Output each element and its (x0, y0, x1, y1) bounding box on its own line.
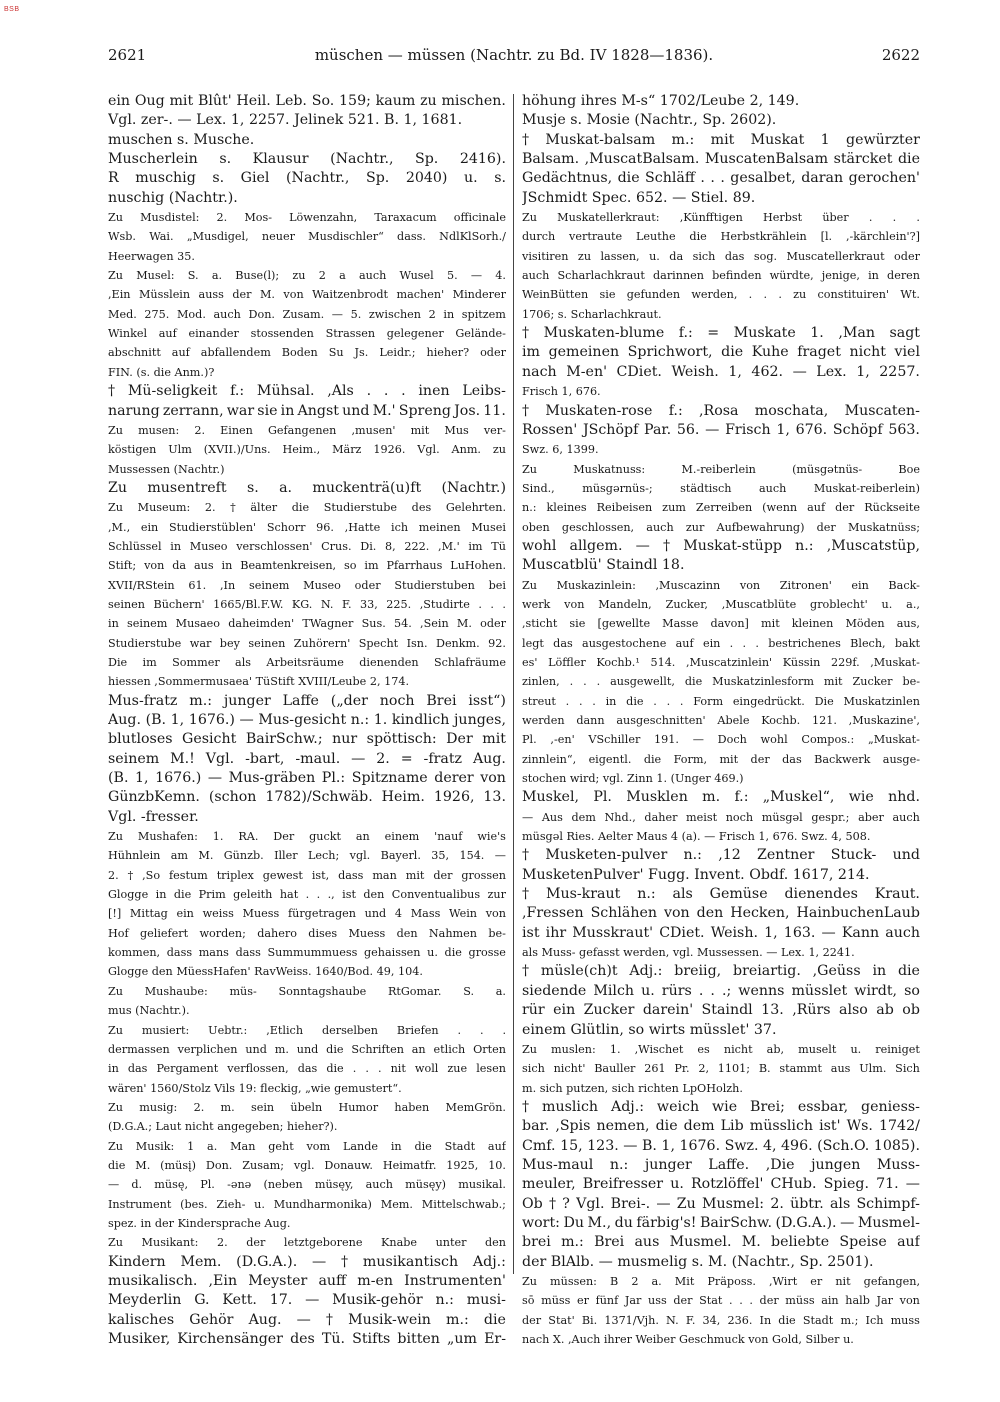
text-line: in das Pergament verflossen, das die . . . nit woll zue lesen (108, 1062, 506, 1076)
text-line: Schlüssel in Museo verschlossen' Crus. Di. 8, 222. ,M.' im Tü (108, 539, 506, 553)
text-line: wohl allgem. — † Muskat-stüpp n.: ,Muscatstüp, (522, 537, 920, 554)
text-line: einem Glütlin, so wirts müsslet' 37. (522, 1021, 777, 1038)
text-line: ,Ein Müsslein auss der M. von Waitzenbrodt machen' Minderer (108, 288, 506, 302)
text-line: kommen, dass mans dass Summummuess gehaissen u. die grosse (108, 946, 506, 960)
text-line: sō müss er fünf Jar uss der Stat . . . der müss ain halb Jar von (522, 1294, 920, 1308)
text-line: Sind., müsgərnüs-; städtisch auch Muskat-reiberlein) (522, 481, 920, 495)
text-line: durch vertraute Leuthe die Herbstkrählein [l. ,-kärchlein'?] (522, 230, 920, 244)
text-line: † Musketen-pulver n.: ,12 Zentner Stuck- und (522, 847, 920, 864)
text-line: Zu Mushaube: müs- Sonntagshaube RtGomar. S. a. (108, 984, 506, 998)
text-line: es' Löffler Kochb.¹ 514. ,Muscatzinlein' Küssin 229f. ,Muskat- (522, 655, 920, 669)
text-line: müsgəl Ries. Aelter Maus 4 (a). — Frisch 1, 676. Swz. 4, 508. (522, 830, 871, 844)
text-line: siedende Milch u. rürs . . .; wenns müsslet wirdt, so (522, 982, 920, 999)
text-line: Studierstube war bey seinen Zuhörern' Specht Isn. Denkm. 92. (108, 636, 506, 650)
text-line: Instrument (bes. Zieh- u. Mundharmonika) Mem. Mittelschwab.; (108, 1197, 506, 1211)
text-line: Kindern Mem. (D.G.A.). — † musikantisch Adj.: (108, 1253, 506, 1270)
text-line: Hof geliefert worden; dahero dises Muess den Nahmen be- (108, 926, 506, 940)
text-line: ist ihr Musskraut' CDiet. Weish. 1, 163. — Kann auch (522, 924, 920, 941)
text-line: Muscatblü' Staindl 18. (522, 557, 685, 574)
text-line: seinen Büchern' 1665/Bl.F.W. KG. N. F. 33, 225. ,Studirte . . . (108, 597, 506, 611)
text-line: legt das ausgestochene auf ein . . . bestrichenes Blech, bakt (522, 636, 920, 650)
right-column (522, 92, 920, 1349)
text-line: sich nicht' Bauller 261 Pr. 2, 1101; B. stammt aus Ulm. Sich (522, 1062, 920, 1076)
text-line: meuler, Breifresser u. Rotzlöffel' CHub. Spieg. 71. — (522, 1176, 920, 1193)
text-line: Zu musen: 2. Einen Gefangenen ,musen' mit Mus ver- (108, 423, 506, 437)
text-line: R muschig s. Giel (Nachtr., Sp. 2040) u. s. (108, 170, 506, 187)
text-line: auch Scharlachkraut darinnen befinden würdte, jenige, in deren (522, 269, 920, 283)
text-line: kalisches Gehör Aug. — † Musik-wein m.: die (108, 1311, 506, 1328)
text-line: zinlen, . . . ausgewellt, die Muskatzinlesform mit Zucker be- (522, 675, 920, 689)
text-line: wären' 1560/Stolz Vils 19: fleckig, „wie gemustert“. (108, 1081, 402, 1095)
text-line: in seinem Musaeo daheimden' TWagner Sus. 54. ,Sein M. oder (108, 617, 506, 631)
text-line: Zu Mushafen: 1. RA. Der guckt an einem 'nauf wie's (108, 830, 506, 844)
text-line: im gemeinen Sprichwort, die Kuhe fraget nicht viel (522, 344, 920, 361)
text-line: Cmf. 15, 123. — B. 1, 1676. Swz. 4, 496. (Sch.O. 1085). (522, 1137, 920, 1154)
text-line: Zu Muskatnuss: M.-reiberlein (müsgətnüs- Boe (522, 462, 920, 476)
text-line: die M. (müsį) Don. Zusam; vgl. Donauw. Heimatfr. 1925, 10. (108, 1158, 506, 1172)
text-line: streut . . . in die . . . Form eingedrückt. Die Muskatzinlen (522, 694, 920, 708)
text-line: seinem M.! Vgl. -bart, -maul. — 2. = -fratz Aug. (108, 750, 506, 767)
text-line: Heerwagen 35. (108, 249, 195, 263)
text-line: brei m.: Brei aus Musmel. M. beliebte Speise auf (522, 1234, 920, 1251)
text-line: rür ein Zucker darein' Staindl 13. ,Rürs also ab ob (522, 1002, 920, 1019)
page-header (108, 46, 920, 70)
text-line: Mussessen (Nachtr.) (108, 462, 225, 476)
text-line: (B. 1, 1676.) — Mus-gräben Pl.: Spitzname derer von (108, 770, 506, 787)
text-line: Mus-maul n.: junger Laffe. ,Die jungen Muss- (522, 1156, 920, 1173)
text-line: † Mü-seligkeit f.: Mühsal. ,Als . . . inen Leibs- (108, 383, 506, 400)
text-line: GünzbKemn. (schon 1782)/Schwäb. Heim. 1926, 13. (108, 789, 506, 806)
text-line: höhung ihres M-s“ 1702/Leube 2, 149. (522, 93, 800, 109)
text-line: oben geschlossen, auch zur Aufbewahrung) der Muskatnüss; (522, 520, 920, 534)
text-line: als Muss- gefasst werden, vgl. Mussessen. — Lex. 1, 2241. (522, 946, 855, 960)
text-line: FIN. (s. die Anm.)? (108, 365, 215, 379)
text-line: JSchmidt Spec. 652. — Stiel. 89. (522, 189, 756, 206)
text-line: † müsle(ch)t Adj.: breiig, breiartig. ,Geüss in die (522, 963, 920, 980)
text-line: † muslich Adj.: weich wie Brei; essbar, geniess- (522, 1098, 920, 1115)
text-line: werk von Mandeln, Zucker, ,Muscatblüte groblecht' u. a., (522, 597, 920, 611)
text-line: dermassen verplichen und m. und die Schriften an etlich Orten (108, 1042, 506, 1056)
text-line: Musiker, Kirchensänger des Tü. Stifts bitten „um Er- (108, 1331, 506, 1347)
text-line: Zu Musikant: 2. der letztgeborene Knabe unter den (108, 1236, 506, 1250)
text-line: Zu muslen: 1. ,Wischet es nicht ab, muselt u. reiniget (522, 1042, 920, 1056)
text-line: † Muskaten-rose f.: ,Rosa moschata, Muscaten- (522, 402, 920, 419)
page-number-right: 2622 (881, 46, 920, 64)
text-line: Zu Musik: 1 a. Man geht vom Lande in die Stadt auf (108, 1139, 506, 1153)
text-line: der Stat' Bi. 1371/Vjh. N. F. 34, 236. In die Stadt m.; Ich muss (522, 1313, 920, 1327)
text-line: ,Fressen Schlähen von den Hecken, HainbuchenLaub (522, 905, 920, 922)
text-line: Musje s. Mosie (Nachtr., Sp. 2602). (522, 112, 777, 129)
text-line: Vgl. zer-. — Lex. 1, 2257. Jelinek 521. B. 1, 1681. (108, 112, 463, 129)
text-line: Gedächtnus, die Schläff . . . gesalbet, daran gerochen' (522, 170, 920, 187)
text-line: bar. ,Spis nemen, die dem Lib müsslich ist' Ws. 1742/ (522, 1118, 920, 1135)
text-line: ,sticht sie [gewellte Masse davon] mit kleinen Möden aus, (522, 617, 920, 631)
text-line: Stift; von da aus in Beamtenkreisen, so im Pfarrhaus LuHohen. (108, 559, 506, 573)
text-line: ,M., ein Studierstüblen' Schorr 96. ,Hatte ich meinen Musei (108, 520, 506, 534)
text-line: n.: kleines Reibeisen zum Zerreiben (wenn auf der Rückseite (522, 501, 920, 515)
text-line: Frisch 1, 676. (522, 385, 601, 399)
text-line: — d. müsę, Pl. -ənə (neben müsęy, auch müsęy) musikal. (108, 1178, 506, 1192)
text-line: Aug. (B. 1, 1676.) — Mus-gesicht n.: 1. kindlich junges, (108, 712, 506, 728)
left-column (108, 92, 506, 1349)
text-line: Mus-fratz m.: junger Laffe („der noch Brei isst“) (108, 692, 506, 709)
text-line: Zu musiert: Uebtr.: ,Etlich derselben Briefen . . . (108, 1023, 506, 1037)
text-line: ein Oug mit Blût' Heil. Leb. So. 159; kaum zu mischen. (108, 93, 506, 109)
text-line: Hühnlein am M. Günzb. Iller Lech; vgl. Bayerl. 35, 154. — (108, 849, 506, 863)
library-stamp: BSB (4, 6, 20, 13)
text-line: nuschig (Nachtr.). (108, 189, 238, 206)
text-line: stochen wird; vgl. Zinn 1. (Unger 469.) (522, 772, 744, 786)
text-line: hiessen ,Sommermusaea' TüStift XVIII/Leube 2, 174. (108, 675, 410, 689)
text-line: muschen s. Musche. (108, 131, 255, 148)
column-divider (513, 94, 514, 1274)
text-line: Zu musentreft s. a. muckenträ(u)ft (Nachtr.) (108, 479, 506, 496)
text-line: Ob † ? Vgl. Brei-. — Zu Musmel: 2. übtr. als Schimpf- (522, 1195, 920, 1212)
text-line: abschnitt auf abfallendem Boden Su Js. Leidr.; hieher? oder (108, 346, 506, 360)
text-line: wort: Du M., du färbig's! BairSchw. (D.G.A.). — Musmel- (522, 1214, 920, 1231)
text-line: mus (Nachtr.). (108, 1004, 190, 1018)
text-line: köstigen Ulm (XVII.)/Uns. Heim., März 1926. Vgl. Anm. zu (108, 443, 506, 457)
text-line: Glogge den MüessHafen' RavWeiss. 1640/Bod. 49, 104. (108, 965, 423, 979)
text-line: visitiren zu lassen, u. da sich das sog. Muscatellerkraut oder (522, 249, 920, 263)
text-line: m. sich putzen, sich richten LpOHolzh. (522, 1081, 743, 1095)
text-line: † Muskaten-blume f.: = Muskate 1. ,Man sagt (522, 325, 920, 342)
text-line: Vgl. -fresser. (108, 808, 199, 825)
text-line: werden dann ausgeschnitten' Abele Kochb. 121. ,Muskazine', (522, 714, 920, 727)
text-line: Zu müssen: B 2 a. Mit Präposs. ,Wirt er nit gefangen, (522, 1274, 920, 1288)
text-line: WeinBütten sie gefunden werden, . . . zu constituiren' Wt. (522, 288, 920, 302)
text-line: Glogge in die Prim geleith hat . . ., ist den Conventualibus zur (108, 888, 506, 902)
text-line: Balsam. ,MuscatBalsam. MuscatenBalsam stärcket die (522, 151, 920, 168)
running-title: müschen — müssen (Nachtr. zu Bd. IV 1828—1836). (314, 46, 714, 64)
text-line: narung zerrann, war sie in Angst und M.' Spreng Jos. 11. (108, 402, 506, 419)
text-line: Winkel auf einander stossenden Strassen gelegener Gelände- (108, 327, 506, 341)
text-line: zinnlein“, eigentl. die Form, mit der das Backwerk ausge- (522, 752, 920, 766)
text-line: — Aus dem Nhd., daher meist noch müsgəl gespr.; aber auch (522, 810, 920, 824)
text-line: nach M-en' CDiet. Weish. 1, 462. — Lex. 1, 2257. (522, 363, 920, 380)
text-line: Die im Sommer als Arbeitsräume dienenden Schlafräume (108, 655, 506, 669)
text-line: Zu Musdistel: 2. Mos- Löwenzahn, Taraxacum officinale (108, 211, 506, 225)
text-line: [!] Mittag ein weiss Muess fürgetragen und 4 Mass Wein von (108, 907, 506, 921)
page-number-left: 2621 (108, 46, 147, 64)
text-line: Med. 275. Mod. auch Don. Zusam. — 5. zwischen 2 in spitzem (108, 307, 506, 321)
text-line: Muscherlein s. Klausur (Nachtr., Sp. 2416). (108, 151, 506, 168)
text-line: Meyderlin G. Kett. 17. — Musik-gehör n.: musi- (108, 1292, 506, 1309)
text-line: der BlAlb. — musmelig s. M. (Nachtr., Sp. 2501). (522, 1253, 874, 1270)
text-line: XVII/RStein 61. ,In seinem Museo oder Studierstuben bei (108, 578, 506, 592)
text-line: Wsb. Wai. „Musdigel, neuer Musdischler“ dass. NdlKlSorh./ (108, 230, 506, 244)
text-line: Rossen' JSchöpf Par. 56. — Frisch 1, 676. Schöpf 563. (522, 421, 920, 438)
text-line: Zu musig: 2. m. sein übeln Humor haben MemGrön. (108, 1100, 506, 1114)
text-line: † Muskat-balsam m.: mit Muskat 1 gewürzter (522, 131, 920, 148)
text-line: Zu Museum: 2. † älter die Studierstube des Gelehrten. (108, 501, 506, 515)
text-line: Swz. 6, 1399. (522, 443, 599, 457)
text-line: Muskel, Pl. Musklen m. f.: „Muskel“, wie nhd. (522, 789, 920, 806)
text-line: Pl. ,-en' VSchiller 191. — Doch wohl Compos.: „Muskat- (522, 733, 920, 747)
text-line: Zu Musel: S. a. Buse(l); zu 2 a auch Wusel 5. — 4. (108, 269, 506, 283)
text-line: Zu Muskazinlein: ,Muscazinn von Zitronen' ein Back- (522, 578, 920, 592)
text-line: nach X. ,Auch ihrer Weiber Geschmuck von Gold, Silber u. (522, 1333, 854, 1346)
text-line: (D.G.A.; Laut nicht angegeben; hieher?). (108, 1120, 338, 1134)
text-line: spez. in der Kindersprache Aug. (108, 1216, 291, 1230)
text-line: MusketenPulver' Fugg. Invent. Obdf. 1617, 214. (522, 866, 870, 883)
text-line: 1706; s. Scharlachkraut. (522, 307, 662, 321)
text-line: musikalisch. ,Ein Meyster auff m-en Instrumenten' (108, 1272, 506, 1289)
text-line: † Mus-kraut n.: als Gemüse dienendes Kraut. (522, 886, 920, 903)
text-line: 2. † ,So festum triplex gewest ist, dass man mit der grossen (108, 868, 506, 882)
text-line: Zu Muskatellerkraut: ,Künfftigen Herbst über . . . (522, 211, 920, 225)
text-line: blutloses Gesicht BairSchw.; nur spöttisch: Der mit (108, 731, 506, 748)
